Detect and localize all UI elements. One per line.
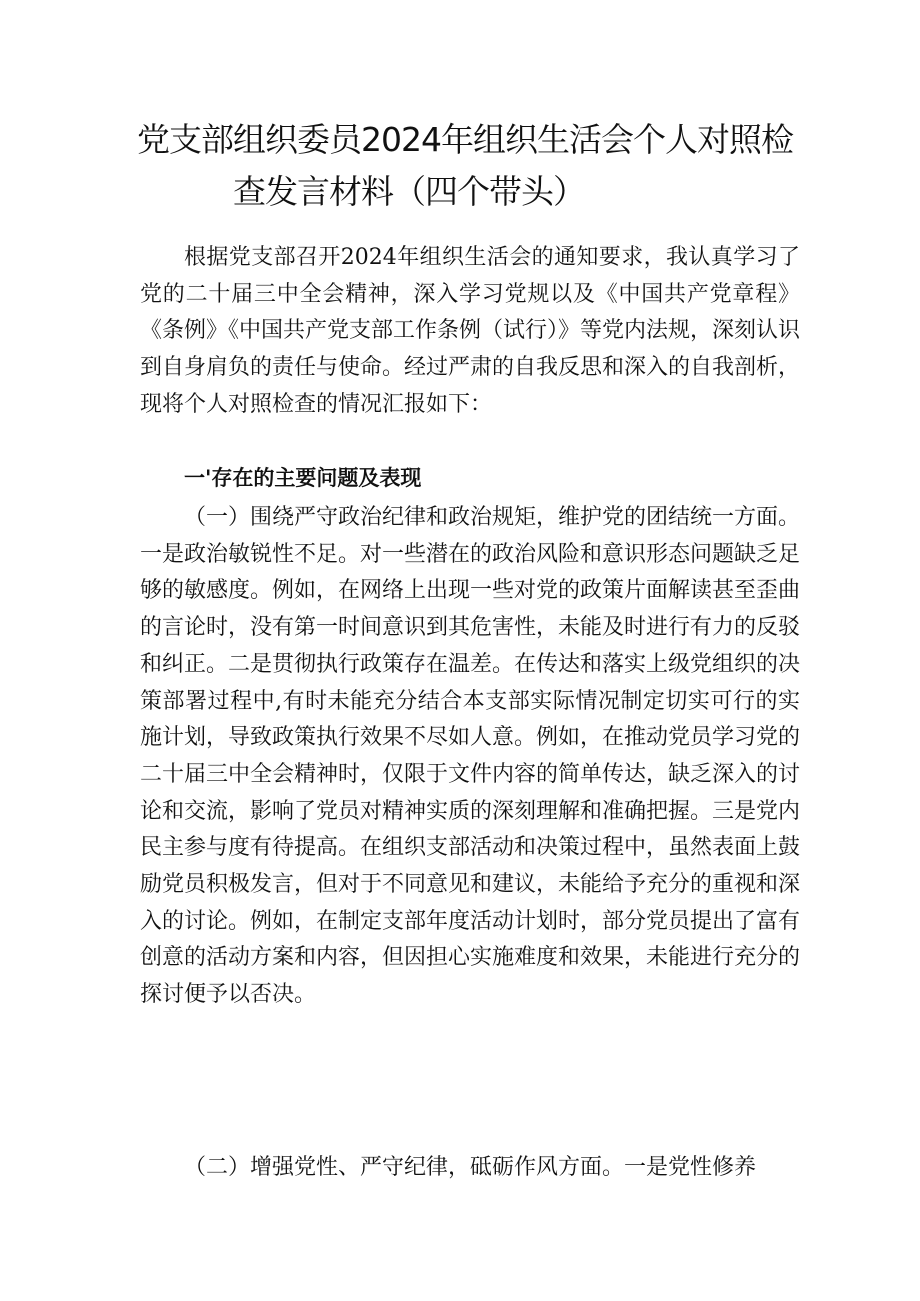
body-paragraph-2: （二）增强党性、严守纪律，砥砺作风方面。一是党性修养 bbox=[184, 1155, 757, 1180]
body-paragraph-1: （一）围绕严守政治纪律和政治规矩，维护党的团结统一方面。一是政治敏锐性不足。对一些潜在的政治风险和意识形态问题缺乏足够的敏感度。例如，在网络上出现一些对党的政策片面解读甚至歪曲的言论时，没有第一时间意识到其危害性，未能及时进行有力的反驳和纠正。二是贯彻执行政策存在温差。在传达和落实上级党组织的决策部署过程中,有时未能充分结合本支部实际情况制定切实可行的实施计划，导致政策执行效果不尽如人意。例如，在推动党员学习党的二十届三中全会精神时，仅限于文件内容的简单传达，缺乏深入的讨论和交流，影响了党员对精神实质的深刻理解和准确把握。三是党内民主参与度有待提高。在组织支部活动和决策过程中，虽然表面上鼓励党员积极发言，但对于不同意见和建议，未能给予充分的重视和深入的讨论。例如，在制定支部年度活动计划时，部分党员提出了富有创意的活动方案和内容，但因担心实施难度和效果，未能进行充分的探讨便予以否决。 bbox=[140, 505, 801, 1008]
section-heading: 一'存在的主要问题及表现 bbox=[184, 465, 422, 490]
document-title-line-1: 党支部组织委员2024年组织生活会个人对照检 bbox=[137, 120, 793, 159]
document-title-line-2: 查发言材料（四个带头） bbox=[233, 172, 585, 211]
intro-paragraph: 根据党支部召开2024年组织生活会的通知要求，我认真学习了党的二十届三中全会精神，深入学习党规以及《中国共产党章程》《条例》《中国共产党支部工作条例（试行）》等党内法规，深刻认识到自身肩负的责任与使命。经过严肃的自我反思和深入的自我剖析，现将个人对照检查的情况汇报如下： bbox=[140, 245, 801, 417]
